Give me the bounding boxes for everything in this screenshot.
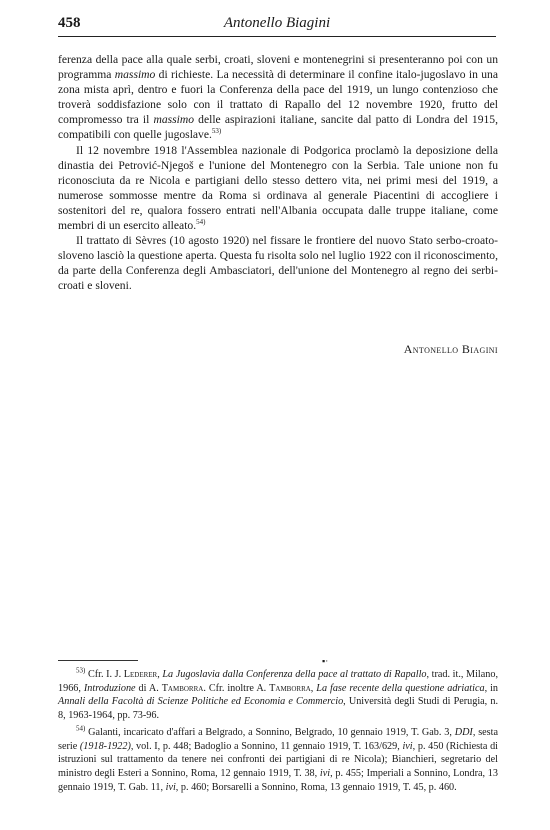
footnote-53: $^{53)}$ Cfr. I. J. Lederer, La Jugoslavia dalla Conferenza della pace al trattato di Rapallo, trad. it., Milano, 1966, Introduzione di A. Tamborra. Cfr. inoltre A. Tamborra, La fase recente della questione adriatica, in Annali della Facoltà di Scienze Politiche ed Economia e Commercio, Università degli Studi di Perugia, n. 8, 1963-1964, pp. 73-96. (58, 666, 499, 722)
paragraph-3: Il trattato di Sèvres (10 agosto 1920) nel fissare le frontiere del nuovo Stato serbo-croato-sloveno lasciò la questione aperta. Questa fu risolta solo nel luglio 1922 con il riconoscimento, da parte della Conferenza degli Ambasciatori, dell'unione del Montenegro al regno dei serbi-croati e sloveni. (58, 234, 498, 293)
running-head-author: Antonello Biagini (223, 15, 331, 31)
page-number: 458 (58, 15, 81, 31)
paragraph-1: ferenza della pace alla quale serbi, croati, sloveni e montenegrini si presenteranno poi con un programma massimo di richieste. La necessità di determinare il confine italo-jugoslavo in una zona mista aprì, dentro e fuori la Conferenza della pace del 1919, un lungo contenzioso che troverà soddisfazione solo con il trattato di Rapallo del 12 novembre 1920, frutto del compromesso tra il massimo delle aspirazioni italiane, sancite dal patto di Londra del 1915, compatibili con quelle jugoslave.$^{53)}$ (58, 53, 498, 142)
author-signature: Antonello Biagini (403, 342, 498, 356)
footnote-ref-53[interactable]: 53) (211, 127, 222, 136)
running-header (58, 14, 496, 37)
footnotes (58, 668, 498, 797)
footnote-separator (58, 660, 138, 661)
paragraph-2: Il 12 novembre 1918 l'Assemblea nazionale di Podgorica proclamò la deposizione della dinastia dei Petrović-Njegoš e l'unione del Montenegro con la Serbia. Tale unione non fu riconosciuta da re Nicola e partigiani dello stesso dettero vita, nei primi mesi del 1919, a numerose sommosse mentre da Roma si ordinava al generale Piacentini di accogliere i sostenitori del re, qualora fossero entrati nell'Albania occupata dalle truppe italiane, come membri di un esercito alleato.$^{54)}$ (58, 143, 498, 233)
printer-mark: ▪· (322, 656, 329, 666)
footnote-54: $^{54)}$ Galanti, incaricato d'affari a Belgrado, a Sonnino, Belgrado, 10 gennaio 1919, T. Gab. 3, DDI, sesta serie (1918-1922), vol. I, p. 448; Badoglio a Sonnino, 11 gennaio 1919, T. 163/629, ivi, p. 450 (Richiesta di istruzioni sul trattamento da tenere nei confronti dei partigiani di re Nicola); Bianchieri, segretario del ministro degli Esteri a Sonnino, Roma, 12 gennaio 1919, T. 38, ivi, p. 455; Imperiali a Sonnino, Londra, 13 gennaio 1919, T. Gab. 11, ivi, p. 460; Borsarelli a Sonnino, Roma, 13 gennaio 1919, T. 45, p. 460. (58, 724, 499, 793)
footnote-ref-54[interactable]: 54) (196, 218, 206, 227)
main-text (58, 52, 498, 294)
